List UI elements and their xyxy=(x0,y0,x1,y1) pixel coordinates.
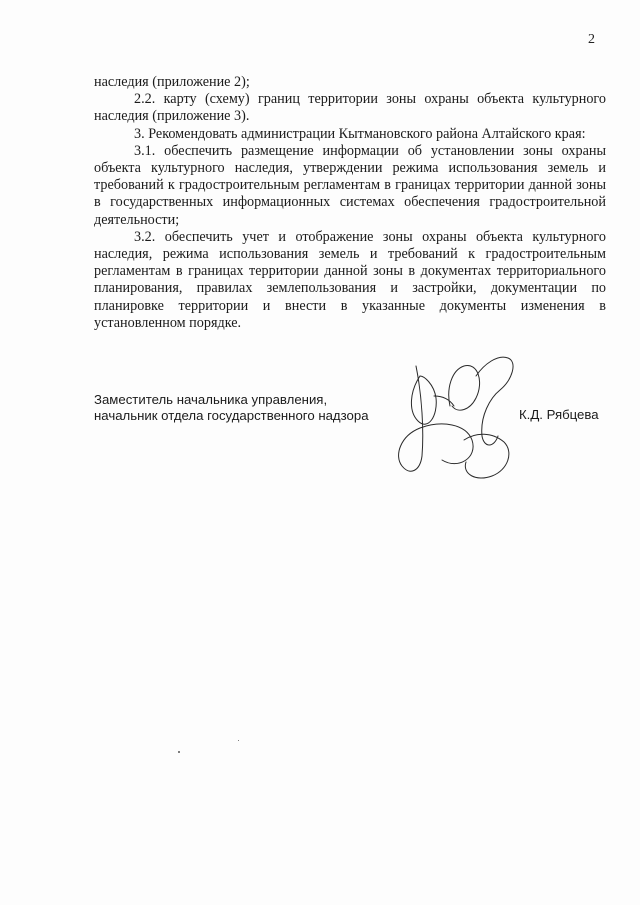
paragraph: 3. Рекомендовать администрации Кытмановского района Алтайского края: xyxy=(134,125,586,142)
paragraph: наследия (приложение 2); xyxy=(94,74,250,90)
signatory-title-line: Заместитель начальника управления, xyxy=(94,392,328,407)
handwritten-signature xyxy=(380,336,530,486)
paragraph: 2.2. карту (схему) границ территории зоны охраны объекта культурного наследия (приложение 3). xyxy=(94,91,606,125)
paragraph: 3.2. обеспечить учет и отображение зоны охраны объекта культурного наследия, режима использования земель и требований к градостроительным регламентам в границах территории данной зоны в документах территориального планирования, правилах землепользования и застройки, документации по планировке территории и внести в указанные документы изменения в установленном порядке. xyxy=(94,228,606,331)
scan-speck xyxy=(238,740,239,741)
signatory-title-line: начальник отдела государственного надзора xyxy=(94,407,369,423)
document-body xyxy=(94,74,606,332)
paragraph: 3.1. обеспечить размещение информации об установлении зоны охраны объекта культурного наследия, утверждении режима использования земель и требований к градостроительным регламентам в границах территории данной зоны в государственных информационных системах обеспечения градостроительной деятельности; xyxy=(94,142,606,228)
scan-speck xyxy=(178,751,180,753)
page-number: 2 xyxy=(588,32,595,47)
signatory-name: К.Д. Рябцева xyxy=(519,407,599,422)
